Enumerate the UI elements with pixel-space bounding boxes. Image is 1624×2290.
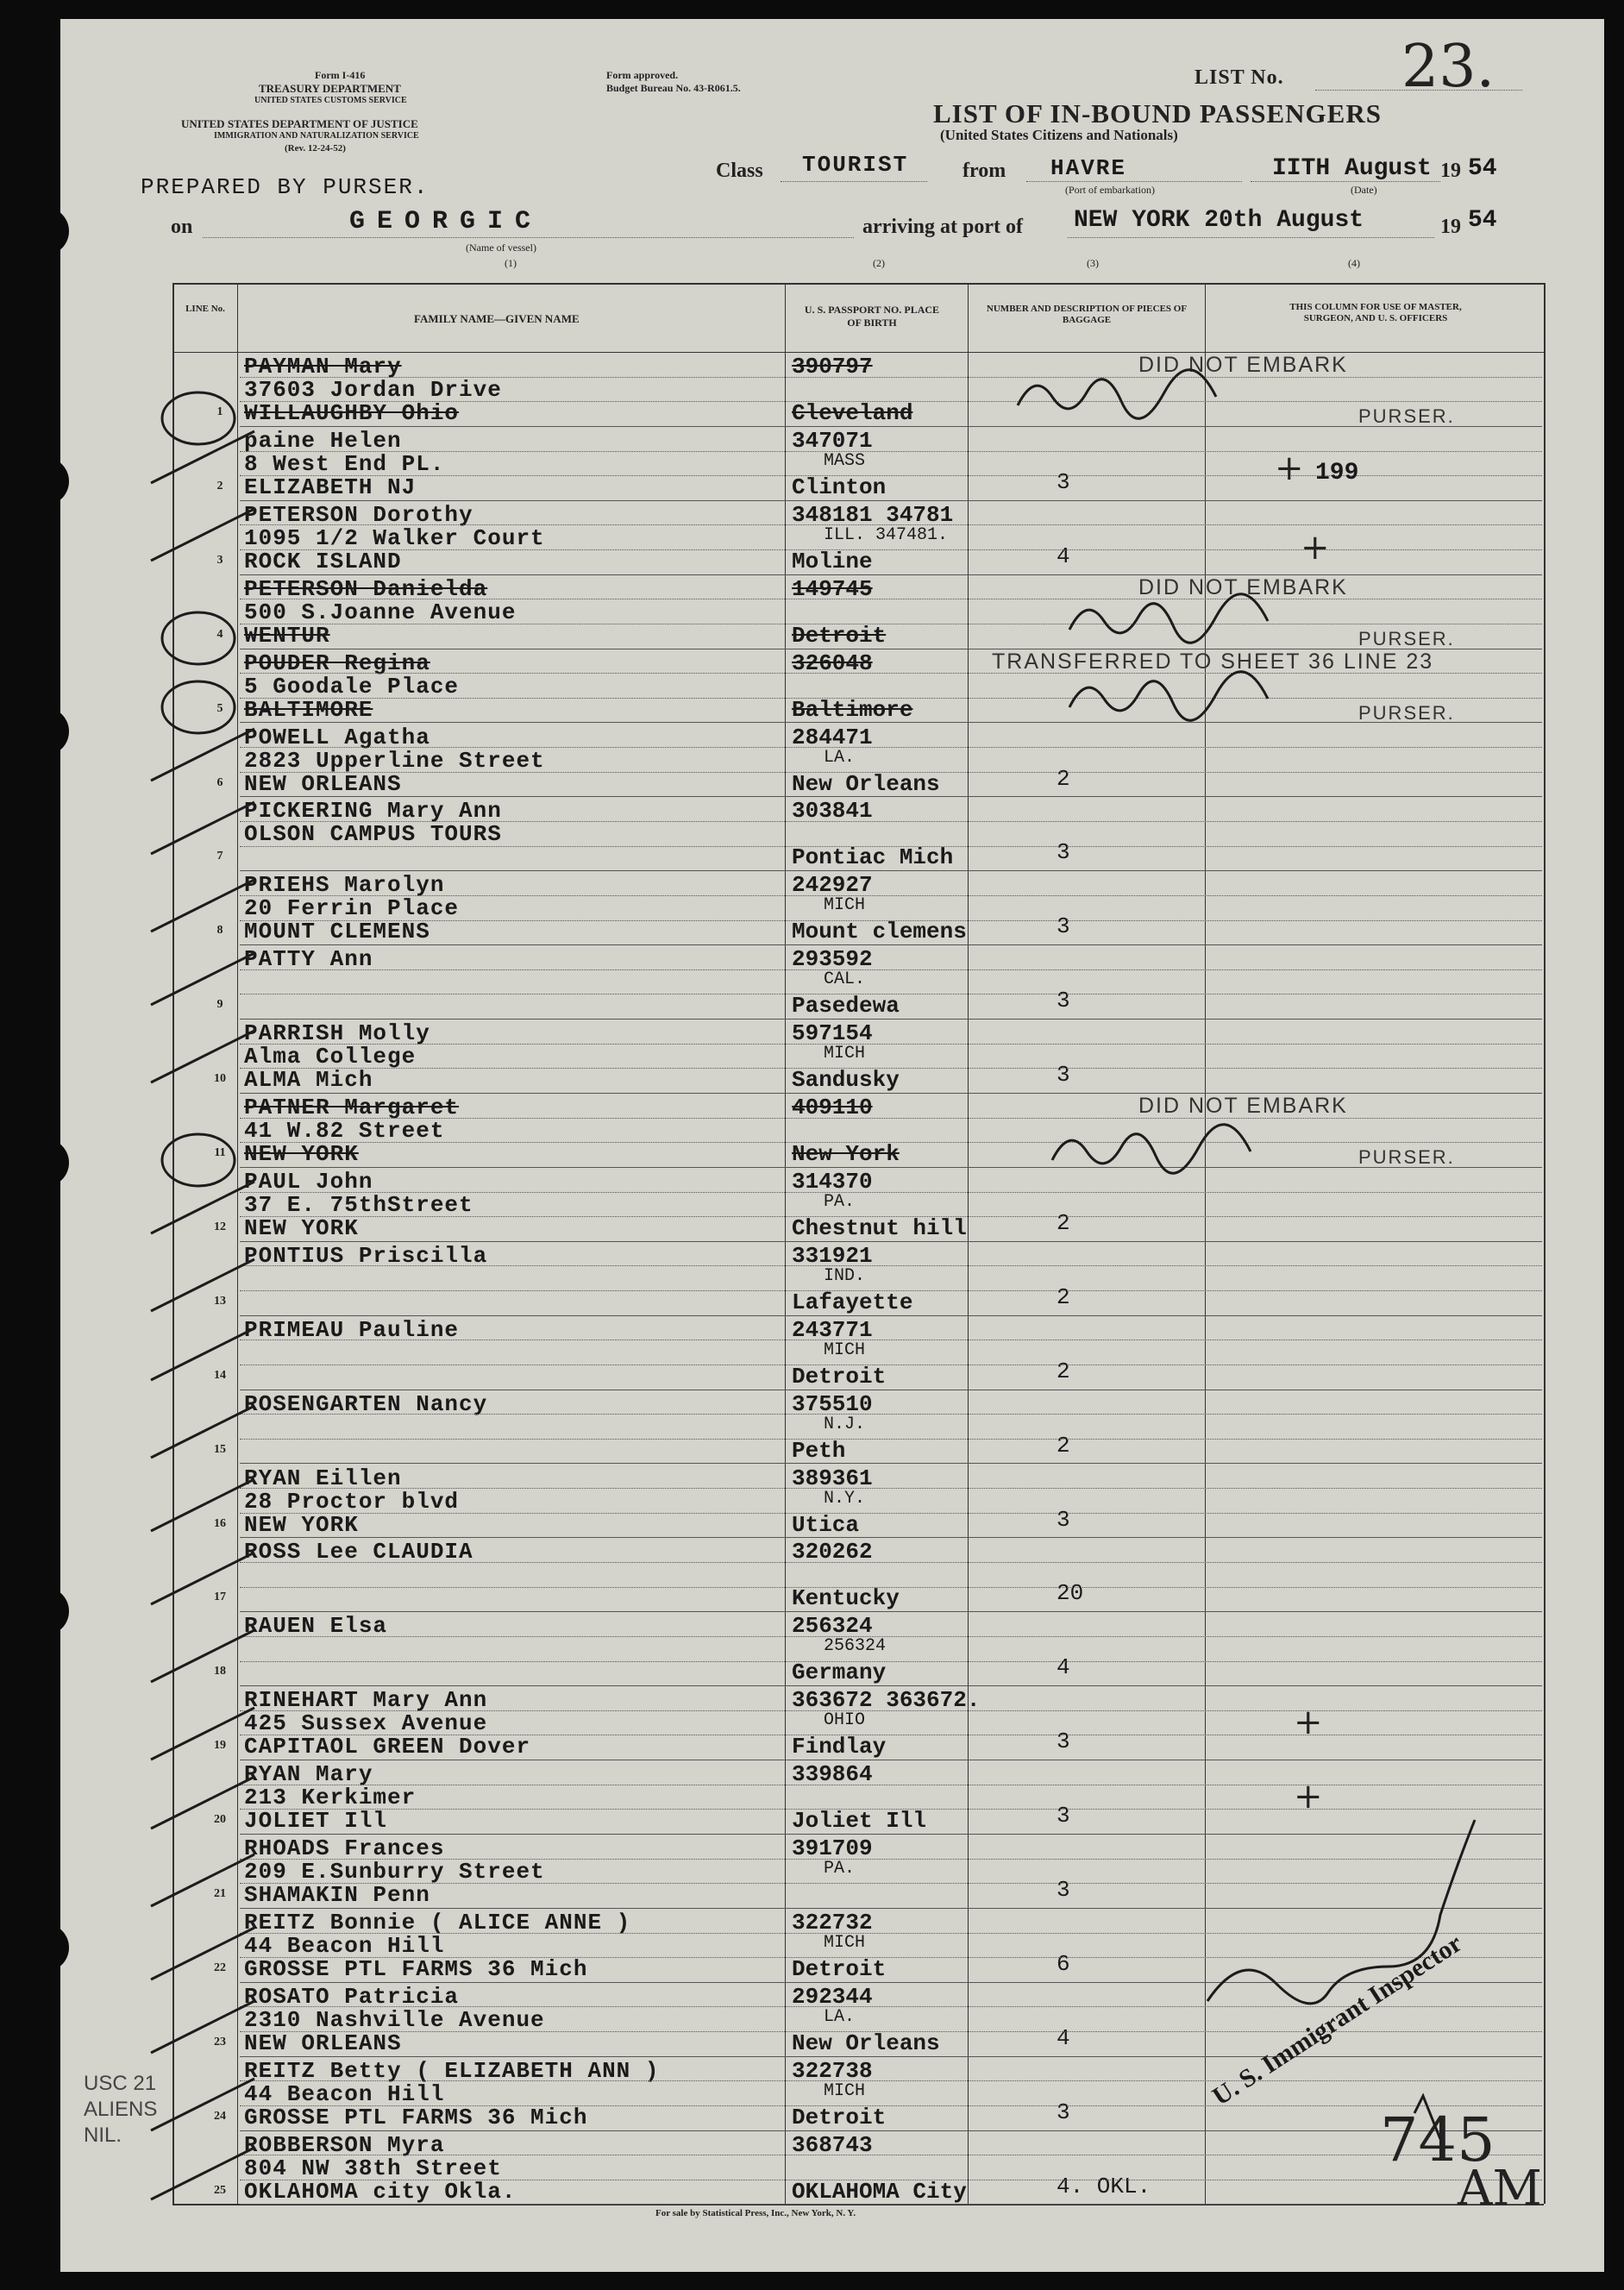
passport-line-3: Utica xyxy=(792,1511,860,1538)
passport-line-1: 390797 xyxy=(792,354,873,380)
line-number: 16 xyxy=(214,1516,226,1530)
doc-subtitle: (United States Citizens and Nationals) xyxy=(940,127,1178,143)
vessel-caption: (Name of vessel) xyxy=(466,242,536,254)
baggage-count: 4 xyxy=(1057,1654,1070,1681)
passport-line-1: 391709 xyxy=(792,1835,873,1861)
passenger-line-1: RINEHART Mary Ann xyxy=(244,1687,488,1714)
officer-note: DID NOT EMBARK xyxy=(1138,353,1348,377)
passenger-line-3: SHAMAKIN Penn xyxy=(244,1882,430,1908)
arriving-label: arriving at port of xyxy=(862,216,1023,238)
inspector-stamp: U. S. Immigrant Inspector xyxy=(1207,1929,1468,2111)
baggage-count: 20 xyxy=(1057,1580,1084,1607)
passport-line-2: MICH xyxy=(824,1932,866,1953)
passport-line-3: New Orleans xyxy=(792,770,940,797)
baggage-count: 3 xyxy=(1057,2099,1070,2125)
passport-line-1: 597154 xyxy=(792,1020,873,1047)
passport-line-1: 331921 xyxy=(792,1242,873,1269)
passenger-line-2: 44 Beacon Hill xyxy=(244,1932,445,1959)
year-value-2: 54 xyxy=(1468,207,1497,234)
passport-line-1: 363672 363672. xyxy=(792,1687,981,1714)
col-3-label: (3) xyxy=(1087,257,1099,269)
officer-note: + xyxy=(1294,1777,1323,1817)
passenger-line-3: ELIZABETH NJ xyxy=(244,474,417,500)
passenger-line-1: PARRISH Molly xyxy=(244,1020,430,1047)
signature-row4 xyxy=(1069,594,1268,643)
passport-line-1: 314370 xyxy=(792,1168,873,1195)
passenger-line-2: 804 NW 38th Street xyxy=(244,2155,502,2181)
class-label: Class xyxy=(716,160,763,182)
passport-line-3: Sandusky xyxy=(792,1067,900,1094)
line-number: 22 xyxy=(214,1961,226,1974)
passport-line-1: 326048 xyxy=(792,649,873,676)
purser-note: PURSER. xyxy=(1358,1146,1455,1168)
baggage-count: 3 xyxy=(1057,913,1070,940)
baggage-count: 4 xyxy=(1057,543,1070,569)
passenger-line-2: 500 S.Joanne Avenue xyxy=(244,599,517,625)
passenger-line-2: 5 Goodale Place xyxy=(244,673,460,700)
passenger-line-3: NEW ORLEANS xyxy=(244,2030,402,2056)
baggage-count: 2 xyxy=(1057,765,1070,792)
purser-note: PURSER. xyxy=(1358,405,1455,427)
passenger-line-3: BALTIMORE xyxy=(244,696,373,723)
signature-row5 xyxy=(1069,672,1268,721)
passport-line-1: 348181 34781 xyxy=(792,501,954,528)
passenger-line-3: WILLAUGHBY Ohio xyxy=(244,400,460,426)
year-label-1: 19 xyxy=(1440,160,1461,182)
passenger-line-1: RYAN Mary xyxy=(244,1761,373,1788)
passport-line-3: Pontiac Mich xyxy=(792,844,954,871)
stamp-am: AM xyxy=(1458,2161,1542,2217)
passport-line-3: OKLAHOMA City xyxy=(792,2178,967,2205)
passenger-line-1: REITZ Bonnie ( ALICE ANNE ) xyxy=(244,1909,631,1936)
passenger-line-1: ROSATO Patricia xyxy=(244,1983,460,2010)
passenger-line-3: GROSSE PTL FARMS 36 Mich xyxy=(244,2104,588,2130)
passenger-line-3: JOLIET Ill xyxy=(244,1808,388,1835)
margin-note-1: USC 21 xyxy=(84,2072,157,2095)
passenger-line-3: MOUNT CLEMENS xyxy=(244,919,430,945)
form-number: Form I-416 xyxy=(315,69,366,81)
passport-line-1: 243771 xyxy=(792,1316,873,1343)
line-number: 7 xyxy=(216,850,223,863)
row2-note: 199 xyxy=(1315,460,1359,486)
officer-note: DID NOT EMBARK xyxy=(1138,574,1348,599)
inspector-signature xyxy=(1207,1820,1475,2004)
passport-line-3: Mount clemens xyxy=(792,919,967,945)
passenger-line-2: 44 Beacon Hill xyxy=(244,2080,445,2107)
passenger-line-2: 2310 Nashville Avenue xyxy=(244,2006,545,2033)
line-number: 9 xyxy=(216,998,223,1012)
ins-service: IMMIGRATION AND NATURALIZATION SERVICE xyxy=(214,131,419,141)
passenger-line-2: 41 W.82 Street xyxy=(244,1118,445,1144)
baggage-count: 3 xyxy=(1057,839,1070,866)
baggage-count: 2 xyxy=(1057,1358,1070,1384)
passport-line-2: N.Y. xyxy=(824,1488,866,1509)
passport-line-3: Peth xyxy=(792,1437,846,1464)
passport-line-2: LA. xyxy=(824,747,856,768)
passport-line-3: Germany xyxy=(792,1659,887,1686)
passport-line-3: Joliet Ill xyxy=(792,1808,927,1835)
passenger-line-3: NEW YORK xyxy=(244,1141,359,1167)
passenger-line-2: 20 Ferrin Place xyxy=(244,895,460,922)
budget-bureau: Budget Bureau No. 43-R061.5. xyxy=(606,82,741,94)
passenger-line-1: ROSENGARTEN Nancy xyxy=(244,1390,488,1417)
passport-line-3: Moline xyxy=(792,548,873,574)
passenger-line-3: NEW YORK xyxy=(244,1214,359,1241)
passenger-line-1: paine Helen xyxy=(244,427,402,454)
passport-line-2: PA. xyxy=(824,1191,856,1212)
line-number: 17 xyxy=(214,1590,226,1604)
baggage-count: 2 xyxy=(1057,1209,1070,1236)
passport-line-1: 375510 xyxy=(792,1390,873,1417)
line-number: 1 xyxy=(216,405,223,418)
passenger-line-1: RAUEN Elsa xyxy=(244,1613,388,1640)
officer-note: DID NOT EMBARK xyxy=(1138,1094,1348,1118)
passport-line-3: Detroit xyxy=(792,1955,887,1982)
line-number: 3 xyxy=(216,553,223,567)
passenger-line-2: 37 E. 75thStreet xyxy=(244,1191,473,1218)
passenger-line-3: NEW YORK xyxy=(244,1511,359,1538)
passport-line-2: OHIO xyxy=(824,1710,866,1731)
col-1-label: (1) xyxy=(505,257,517,269)
passport-line-1: 320262 xyxy=(792,1539,873,1565)
purser-note: PURSER. xyxy=(1358,701,1455,724)
passenger-line-1: PRIMEAU Pauline xyxy=(244,1316,460,1343)
line-number: 12 xyxy=(214,1220,226,1233)
officer-note: TRANSFERRED TO SHEET 36 LINE 23 xyxy=(992,649,1434,674)
passenger-line-3: NEW ORLEANS xyxy=(244,770,402,797)
passport-line-2: MICH xyxy=(824,2080,866,2101)
list-number: 23. xyxy=(1401,33,1495,101)
line-number: 14 xyxy=(214,1368,226,1382)
passenger-line-1: POWELL Agatha xyxy=(244,724,430,750)
line-number: 4 xyxy=(216,627,223,641)
baggage-count: 3 xyxy=(1057,1877,1070,1903)
col-passport: U. S. PASSPORT NO. PLACE OF BIRTH xyxy=(804,304,940,329)
passport-line-3: Clinton xyxy=(792,474,887,500)
passport-line-1: 292344 xyxy=(792,1983,873,2010)
passenger-line-1: PAUL John xyxy=(244,1168,373,1195)
passport-line-3: Kentucky xyxy=(792,1585,900,1612)
footer-print: For sale by Statistical Press, Inc., New York, N. Y. xyxy=(655,2208,856,2218)
passport-line-3: New Orleans xyxy=(792,2030,940,2056)
passenger-line-1: PAYMAN Mary xyxy=(244,354,402,380)
passport-line-2: PA. xyxy=(824,1859,856,1879)
officer-note: + xyxy=(1294,1703,1323,1743)
arrival-value: NEW YORK 20th August xyxy=(1074,207,1364,234)
passenger-line-3: ALMA Mich xyxy=(244,1067,373,1094)
passenger-line-1: RYAN Eillen xyxy=(244,1465,402,1491)
year-label-2: 19 xyxy=(1440,216,1461,238)
baggage-count: 3 xyxy=(1057,1728,1070,1755)
line-number: 20 xyxy=(214,1813,226,1827)
passport-line-3: Detroit xyxy=(792,2104,887,2130)
passport-line-1: 149745 xyxy=(792,575,873,602)
col-line-no: LINE No. xyxy=(185,304,225,314)
passport-line-1: 303841 xyxy=(792,798,873,825)
date-caption: (Date) xyxy=(1351,184,1377,196)
margin-note-2: ALIENS xyxy=(84,2098,158,2121)
passenger-line-3: WENTUR xyxy=(244,622,330,649)
passport-line-2: MICH xyxy=(824,1044,866,1064)
baggage-count: 3 xyxy=(1057,1062,1070,1089)
passenger-line-3: CAPITAOL GREEN Dover xyxy=(244,1734,531,1760)
stamp-number: 745 xyxy=(1380,2105,1495,2175)
passport-line-2: MICH xyxy=(824,895,866,916)
line-number: 25 xyxy=(214,2183,226,2197)
col-2-label: (2) xyxy=(873,257,885,269)
from-label: from xyxy=(962,160,1006,182)
line-number: 23 xyxy=(214,2035,226,2048)
passenger-line-2: 2823 Upperline Street xyxy=(244,747,545,774)
passport-line-2: CAL. xyxy=(824,969,866,990)
col-name: FAMILY NAME—GIVEN NAME xyxy=(414,312,580,325)
line-number: 10 xyxy=(214,1072,226,1086)
signature-row11 xyxy=(1052,1125,1251,1174)
list-label: LIST No. xyxy=(1194,66,1284,89)
dept-treasury: TREASURY DEPARTMENT xyxy=(259,82,401,95)
passport-line-1: 347071 xyxy=(792,427,873,454)
passport-line-3: Baltimore xyxy=(792,696,913,723)
baggage-count: 2 xyxy=(1057,1432,1070,1459)
passenger-line-2: 213 Kerkimer xyxy=(244,1785,417,1811)
passport-line-2: LA. xyxy=(824,2006,856,2027)
date-value: IITH August xyxy=(1272,155,1432,182)
line-number: 2 xyxy=(216,479,223,493)
passport-line-1: 368743 xyxy=(792,2131,873,2158)
passenger-line-3: OKLAHOMA city Okla. xyxy=(244,2178,517,2205)
line-number: 24 xyxy=(214,2109,226,2123)
passport-line-2: ILL. 347481. xyxy=(824,524,949,545)
passenger-line-2: Alma College xyxy=(244,1044,417,1070)
row2-mark: + xyxy=(1275,449,1304,488)
port-caption: (Port of embarkation) xyxy=(1065,184,1155,196)
passport-line-3: Detroit xyxy=(792,1363,887,1390)
passenger-line-1: PETERSON Dorothy xyxy=(244,501,473,528)
passenger-line-1: ROBBERSON Myra xyxy=(244,2131,445,2158)
passport-line-3: New York xyxy=(792,1141,900,1167)
passport-line-1: 339864 xyxy=(792,1761,873,1788)
prepared-by: PREPARED BY PURSER. xyxy=(141,174,430,200)
baggage-count: 3 xyxy=(1057,468,1070,495)
passport-line-3: Cleveland xyxy=(792,400,913,426)
row3-mark: + xyxy=(1301,528,1330,568)
passport-line-2: 256324 xyxy=(824,1636,887,1657)
passenger-line-1: PONTIUS Priscilla xyxy=(244,1242,488,1269)
baggage-count: 3 xyxy=(1057,1803,1070,1829)
passport-line-2: N.J. xyxy=(824,1414,866,1434)
baggage-count: 2 xyxy=(1057,1283,1070,1310)
baggage-count: 6 xyxy=(1057,1950,1070,1977)
passenger-line-3: GROSSE PTL FARMS 36 Mich xyxy=(244,1955,588,1982)
class-value: TOURIST xyxy=(802,152,909,178)
passenger-line-1: PRIEHS Marolyn xyxy=(244,872,445,899)
passenger-line-1: PATTY Ann xyxy=(244,946,373,973)
line-number: 5 xyxy=(216,701,223,715)
line-number: 13 xyxy=(214,1294,226,1308)
passport-line-1: 256324 xyxy=(792,1613,873,1640)
vessel-name: GEORGIC xyxy=(349,207,543,236)
passport-line-3: Detroit xyxy=(792,622,887,649)
col-officers: THIS COLUMN FOR USE OF MASTER, SURGEON, AND U. S. OFFICERS xyxy=(1289,302,1462,323)
passenger-line-2: OLSON CAMPUS TOURS xyxy=(244,821,502,848)
passport-line-1: 284471 xyxy=(792,724,873,750)
passport-line-3: Lafayette xyxy=(792,1289,913,1315)
passenger-line-1: REITZ Betty ( ELIZABETH ANN ) xyxy=(244,2057,660,2084)
passenger-line-2: 209 E.Sunburry Street xyxy=(244,1859,545,1885)
margin-note-3: NIL. xyxy=(84,2124,122,2147)
passport-line-1: 322738 xyxy=(792,2057,873,2084)
baggage-count: 4. OKL. xyxy=(1057,2173,1151,2199)
dept-justice: UNITED STATES DEPARTMENT OF JUSTICE xyxy=(181,117,418,130)
line-number: 8 xyxy=(216,924,223,938)
passport-line-2: MICH xyxy=(824,1339,866,1360)
passport-line-3: Chestnut hill xyxy=(792,1214,967,1241)
passenger-line-1: ROSS Lee CLAUDIA xyxy=(244,1539,473,1565)
on-label: on xyxy=(171,216,193,238)
passport-line-1: 293592 xyxy=(792,946,873,973)
passenger-line-1: POUDER Regina xyxy=(244,649,430,676)
col-4-label: (4) xyxy=(1348,257,1360,269)
passenger-line-2: 1095 1/2 Walker Court xyxy=(244,524,545,551)
passenger-line-1: PICKERING Mary Ann xyxy=(244,798,502,825)
passenger-line-3: ROCK ISLAND xyxy=(244,548,402,574)
passport-line-3: Findlay xyxy=(792,1734,887,1760)
revision: (Rev. 12-24-52) xyxy=(285,143,346,154)
baggage-count: 3 xyxy=(1057,1506,1070,1533)
baggage-count: 3 xyxy=(1057,988,1070,1014)
passenger-line-2: 8 West End PL. xyxy=(244,450,445,477)
passenger-line-1: PETERSON Danielda xyxy=(244,575,488,602)
passport-line-2: MASS xyxy=(824,450,866,471)
passenger-line-2: 28 Proctor blvd xyxy=(244,1488,460,1515)
purser-note: PURSER. xyxy=(1358,627,1455,649)
form-approved: Form approved. xyxy=(606,69,679,81)
line-number: 21 xyxy=(214,1887,226,1900)
col-baggage: NUMBER AND DESCRIPTION OF PIECES OF BAGGAGE xyxy=(986,304,1188,325)
passport-line-2: IND. xyxy=(824,1265,866,1286)
passport-line-1: 322732 xyxy=(792,1909,873,1936)
line-number: 19 xyxy=(214,1739,226,1753)
customs-service: UNITED STATES CUSTOMS SERVICE xyxy=(254,96,407,105)
signature-row1 xyxy=(1018,370,1216,419)
line-number: 6 xyxy=(216,775,223,789)
baggage-count: 4 xyxy=(1057,2024,1070,2051)
year-value-1: 54 xyxy=(1468,155,1497,182)
passport-line-1: 409110 xyxy=(792,1095,873,1120)
passenger-line-2: 425 Sussex Avenue xyxy=(244,1710,488,1737)
line-number: 11 xyxy=(214,1146,226,1159)
port-value: HAVRE xyxy=(1050,155,1127,181)
passport-line-3: Pasedewa xyxy=(792,993,900,1020)
line-number: 18 xyxy=(214,1665,226,1678)
passport-line-1: 389361 xyxy=(792,1465,873,1491)
doc-title: LIST OF IN-BOUND PASSENGERS xyxy=(933,98,1382,129)
line-number: 15 xyxy=(214,1442,226,1456)
passenger-line-1: RHOADS Frances xyxy=(244,1835,445,1861)
passenger-line-2: 37603 Jordan Drive xyxy=(244,377,502,403)
passport-line-1: 242927 xyxy=(792,872,873,899)
passenger-line-1: PATNER Margaret xyxy=(244,1095,460,1120)
